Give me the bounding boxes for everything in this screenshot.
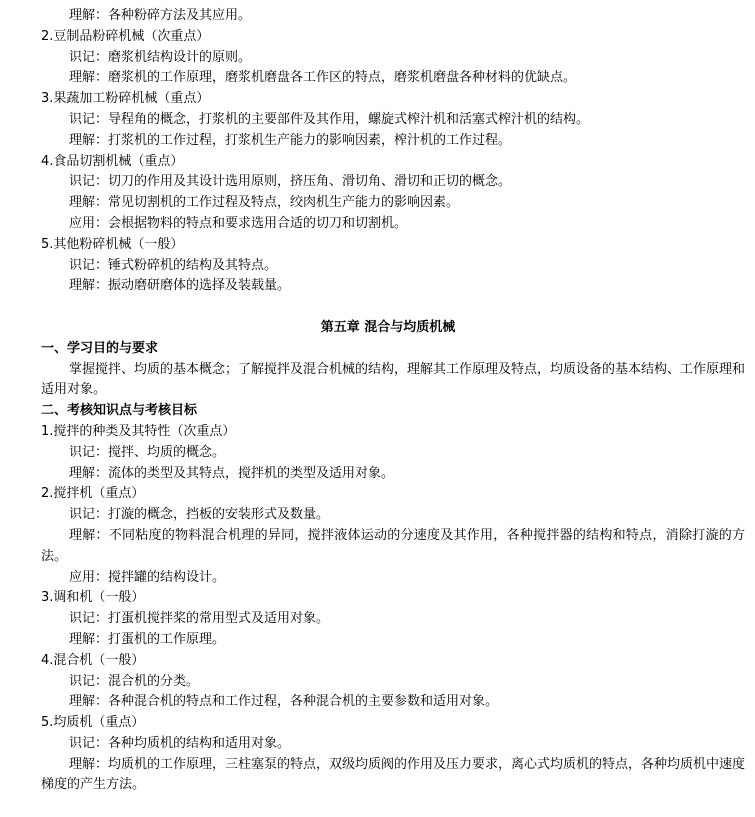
text-line: 理解：振动磨研磨体的选择及装载量。 — [69, 278, 291, 294]
text-line: 应用：搅拌罐的结构设计。 — [69, 569, 226, 585]
text-line: 识记：打蛋机搅拌桨的常用型式及适用对象。 — [69, 611, 330, 627]
text-line: 理解：各种混合机的特点和工作过程，各种混合机的主要参数和适用对象。 — [69, 694, 499, 710]
text-line: 识记：打漩的概念，挡板的安装形式及数量。 — [69, 507, 330, 523]
subsection-heading: 4.混合机（一般） — [41, 652, 145, 668]
subsection-heading: 3.调和机（一般） — [41, 590, 145, 606]
section-heading: 一、学习目的与要求 — [41, 340, 159, 356]
paragraph: 理解：不同粘度的物料混合机理的异同，搅拌液体运动的分速度及其作用，各种搅拌器的结构和特点，消除打漩的方法。 — [41, 527, 745, 564]
text-line: 理解：流体的类型及其特点，搅拌机的类型及适用对象。 — [69, 465, 395, 481]
text-line: 识记：锤式粉碎机的结构及其特点。 — [69, 257, 278, 273]
section-heading: 二、考核知识点与考核目标 — [41, 403, 198, 419]
chapter-title: 第五章 混合与均质机械 — [320, 319, 456, 335]
paragraph: 掌握搅拌、均质的基本概念；了解搅拌及混合机械的结构，理解其工作原理及特点，均质设备的基本结构、工作原理和适用对象。 — [41, 361, 746, 398]
subsection-heading: 5.其他粉碎机械（一般） — [41, 236, 184, 252]
subsection-heading: 5.均质机（重点） — [41, 715, 145, 731]
text-line: 识记：各种均质机的结构和适用对象。 — [69, 735, 291, 751]
subsection-heading: 2.豆制品粉碎机械（次重点） — [41, 28, 210, 44]
text-line: 识记：搅拌、均质的概念。 — [69, 444, 226, 460]
text-line: 识记：磨浆机结构设计的原则。 — [69, 49, 252, 65]
text-line: 理解：打浆机的工作过程，打浆机生产能力的影响因素，榨汁机的工作过程。 — [69, 132, 512, 148]
text-line: 理解：磨浆机的工作原理，磨浆机磨盘各工作区的特点，磨浆机磨盘各种材料的优缺点。 — [69, 70, 577, 86]
paragraph: 理解：均质机的工作原理，三柱塞泵的特点，双级均质阀的作用及压力要求，离心式均质机的特点，各种均质机中速度梯度的产生方法。 — [41, 756, 746, 793]
subsection-heading: 4.食品切割机械（重点） — [41, 153, 184, 169]
text-line: 理解：各种粉碎方法及其应用。 — [69, 8, 252, 23]
subsection-heading: 2.搅拌机（重点） — [41, 486, 145, 502]
text-line: 应用：会根据物料的特点和要求选用合适的切刀和切割机。 — [69, 215, 408, 231]
subsection-heading: 1.搅拌的种类及其特性（次重点） — [41, 423, 236, 439]
text-line: 识记：切刀的作用及其设计选用原则，挤压角、滑切角、滑切和正切的概念。 — [69, 174, 512, 190]
subsection-heading: 3.果蔬加工粉碎机械（重点） — [41, 91, 210, 107]
text-line: 理解：常见切割机的工作过程及特点，绞肉机生产能力的影响因素。 — [69, 195, 460, 211]
text-line: 识记：混合机的分类。 — [69, 673, 200, 689]
text-line: 理解：打蛋机的工作原理。 — [69, 631, 226, 647]
text-line: 识记：导程角的概念，打浆机的主要部件及其作用，螺旋式榨汁机和活塞式榨汁机的结构。 — [69, 111, 590, 127]
blank-line — [41, 297, 745, 318]
